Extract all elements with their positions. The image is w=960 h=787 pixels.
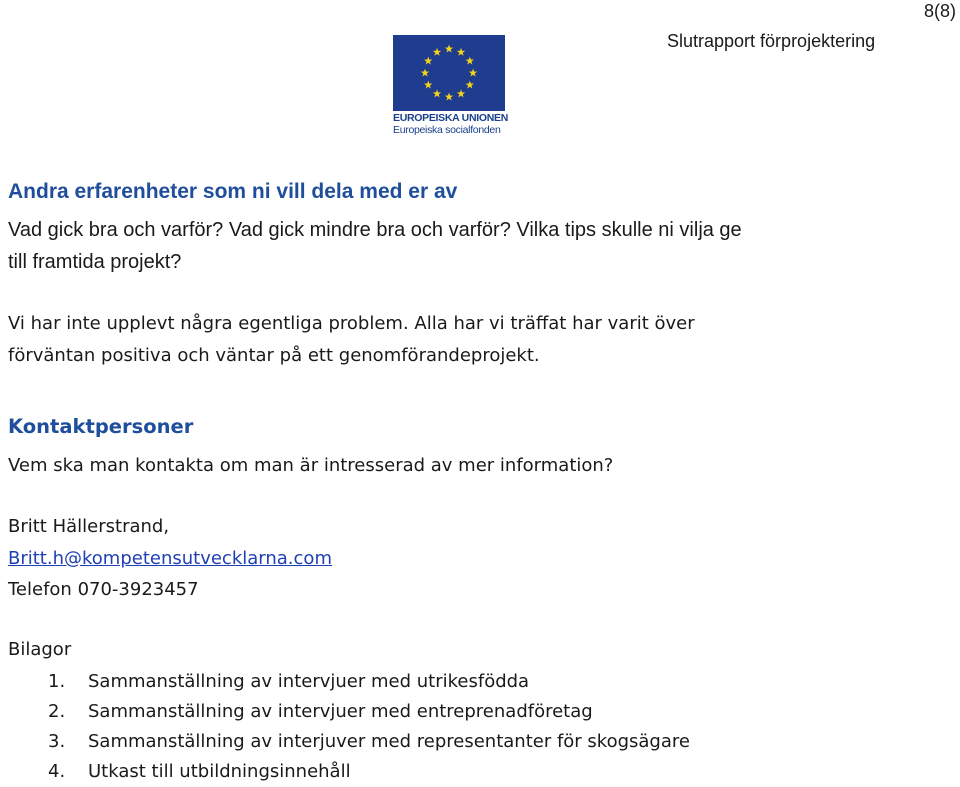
list-item-text: Utkast till utbildningsinnehåll xyxy=(88,761,351,782)
heading-contacts: Kontaktpersoner xyxy=(8,415,194,438)
document-title: Slutrapport förprojektering xyxy=(667,31,876,51)
eu-flag-icon xyxy=(393,35,505,111)
list-item xyxy=(48,667,690,697)
page-number: 8(8) xyxy=(923,1,956,21)
list-item-number: 2. xyxy=(48,701,66,722)
answer-line-1: Vi har inte upplevt några egentliga problem. Alla har vi träffat har varit över xyxy=(8,313,695,334)
logo-text-esf: Europeiska socialfonden xyxy=(393,124,501,136)
list-item-text: Sammanställning av intervjuer med utrikesfödda xyxy=(88,671,530,692)
answer-text xyxy=(8,308,695,372)
list-item-number: 4. xyxy=(48,761,66,782)
question-line-2: till framtida projekt? xyxy=(8,251,182,273)
contact-email-link[interactable]: Britt.h@kompetensutvecklarna.com xyxy=(8,548,332,569)
question-text xyxy=(8,214,742,278)
answer-line-2: förväntan positiva och väntar på ett genomförandeprojekt. xyxy=(8,345,540,366)
question-line-1: Vad gick bra och varför? Vad gick mindre bra och varför? Vilka tips skulle ni vilja ge xyxy=(8,219,742,241)
list-item xyxy=(48,757,690,787)
heading-experiences: Andra erfarenheter som ni vill dela med er av xyxy=(8,180,458,203)
list-item-text: Sammanställning av intervjuer med entreprenadföretag xyxy=(88,701,593,722)
contact-phone: Telefon 070-3923457 xyxy=(8,579,199,600)
list-item-text: Sammanställning av interjuver med representanter för skogsägare xyxy=(88,731,690,752)
contacts-question: Vem ska man kontakta om man är intresserad av mer information? xyxy=(8,455,614,476)
contact-name: Britt Hällerstrand, xyxy=(8,516,170,537)
attachments-list xyxy=(48,667,690,787)
list-item-number: 1. xyxy=(48,671,66,692)
list-item-number: 3. xyxy=(48,731,66,752)
list-item xyxy=(48,697,690,727)
heading-attachments: Bilagor xyxy=(8,639,72,660)
eu-logo xyxy=(393,35,508,136)
list-item xyxy=(48,727,690,757)
contact-email-row xyxy=(8,543,332,575)
logo-text-eu: EUROPEISKA UNIONEN xyxy=(393,112,508,124)
